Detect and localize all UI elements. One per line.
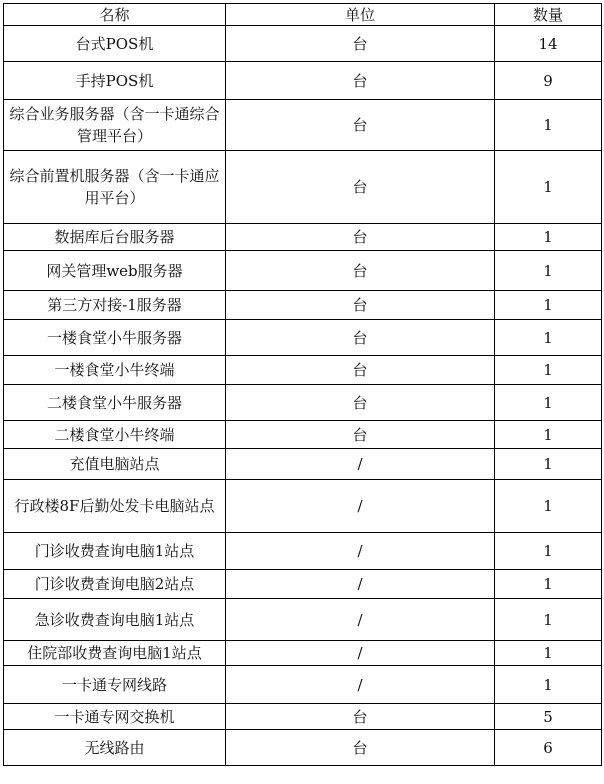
cell-name: 无线路由	[4, 730, 226, 766]
cell-name: 门诊收费查询电脑1站点	[4, 533, 226, 570]
table-row	[4, 449, 602, 480]
cell-unit: 台	[226, 100, 495, 151]
cell-quantity: 1	[495, 385, 602, 421]
cell-unit: 台	[226, 320, 495, 356]
header-name: 名称	[4, 4, 226, 26]
cell-name: 网关管理web服务器	[4, 251, 226, 291]
cell-unit: /	[226, 533, 495, 570]
table-row	[4, 224, 602, 251]
table-row	[4, 533, 602, 570]
cell-name: 一卡通专网交换机	[4, 704, 226, 730]
cell-quantity: 1	[495, 570, 602, 599]
table-row	[4, 291, 602, 320]
cell-quantity: 1	[495, 449, 602, 480]
table-row	[4, 26, 602, 62]
table-row	[4, 666, 602, 704]
table-row	[4, 704, 602, 730]
cell-quantity: 1	[495, 151, 602, 224]
table-row	[4, 62, 602, 100]
cell-unit: 台	[226, 730, 495, 766]
cell-quantity: 1	[495, 480, 602, 533]
cell-quantity: 9	[495, 62, 602, 100]
cell-name: 二楼食堂小牛服务器	[4, 385, 226, 421]
cell-unit: /	[226, 449, 495, 480]
table-row	[4, 100, 602, 151]
cell-quantity: 1	[495, 224, 602, 251]
cell-quantity: 1	[495, 356, 602, 385]
table-row	[4, 599, 602, 641]
cell-name: 一卡通专网线路	[4, 666, 226, 704]
cell-name: 行政楼8F后勤处发卡电脑站点	[4, 480, 226, 533]
cell-name: 一楼食堂小牛服务器	[4, 320, 226, 356]
cell-unit: 台	[226, 251, 495, 291]
cell-unit: 台	[226, 704, 495, 730]
cell-quantity: 14	[495, 26, 602, 62]
cell-name: 手持POS机	[4, 62, 226, 100]
cell-unit: 台	[226, 356, 495, 385]
cell-unit: /	[226, 641, 495, 666]
equipment-table	[3, 3, 602, 766]
table-row	[4, 356, 602, 385]
cell-unit: 台	[226, 385, 495, 421]
cell-unit: 台	[226, 26, 495, 62]
cell-quantity: 1	[495, 251, 602, 291]
cell-quantity: 1	[495, 641, 602, 666]
cell-unit: /	[226, 666, 495, 704]
table-row	[4, 251, 602, 291]
cell-unit: /	[226, 599, 495, 641]
cell-quantity: 5	[495, 704, 602, 730]
cell-name: 台式POS机	[4, 26, 226, 62]
cell-quantity: 1	[495, 291, 602, 320]
cell-unit: /	[226, 570, 495, 599]
cell-name: 门诊收费查询电脑2站点	[4, 570, 226, 599]
cell-quantity: 1	[495, 599, 602, 641]
cell-unit: 台	[226, 224, 495, 251]
cell-name: 住院部收费查询电脑1站点	[4, 641, 226, 666]
cell-name: 一楼食堂小牛终端	[4, 356, 226, 385]
cell-quantity: 1	[495, 533, 602, 570]
cell-quantity: 1	[495, 100, 602, 151]
cell-name: 充值电脑站点	[4, 449, 226, 480]
cell-name: 二楼食堂小牛终端	[4, 421, 226, 449]
table-row	[4, 641, 602, 666]
table-row	[4, 570, 602, 599]
header-row	[4, 4, 602, 26]
table-row	[4, 421, 602, 449]
cell-quantity: 1	[495, 320, 602, 356]
cell-unit: 台	[226, 62, 495, 100]
cell-name: 数据库后台服务器	[4, 224, 226, 251]
table-row	[4, 320, 602, 356]
cell-quantity: 1	[495, 421, 602, 449]
table-row	[4, 730, 602, 766]
cell-unit: 台	[226, 151, 495, 224]
cell-unit: 台	[226, 421, 495, 449]
cell-name: 急诊收费查询电脑1站点	[4, 599, 226, 641]
cell-name: 第三方对接-1服务器	[4, 291, 226, 320]
table-row	[4, 480, 602, 533]
cell-unit: 台	[226, 291, 495, 320]
cell-quantity: 1	[495, 666, 602, 704]
header-quantity: 数量	[495, 4, 602, 26]
table-row	[4, 385, 602, 421]
cell-name: 综合业务服务器（含一卡通综合管理平台）	[4, 100, 226, 151]
cell-quantity: 6	[495, 730, 602, 766]
cell-name: 综合前置机服务器（含一卡通应用平台）	[4, 151, 226, 224]
header-unit: 单位	[226, 4, 495, 26]
cell-unit: /	[226, 480, 495, 533]
table-row	[4, 151, 602, 224]
